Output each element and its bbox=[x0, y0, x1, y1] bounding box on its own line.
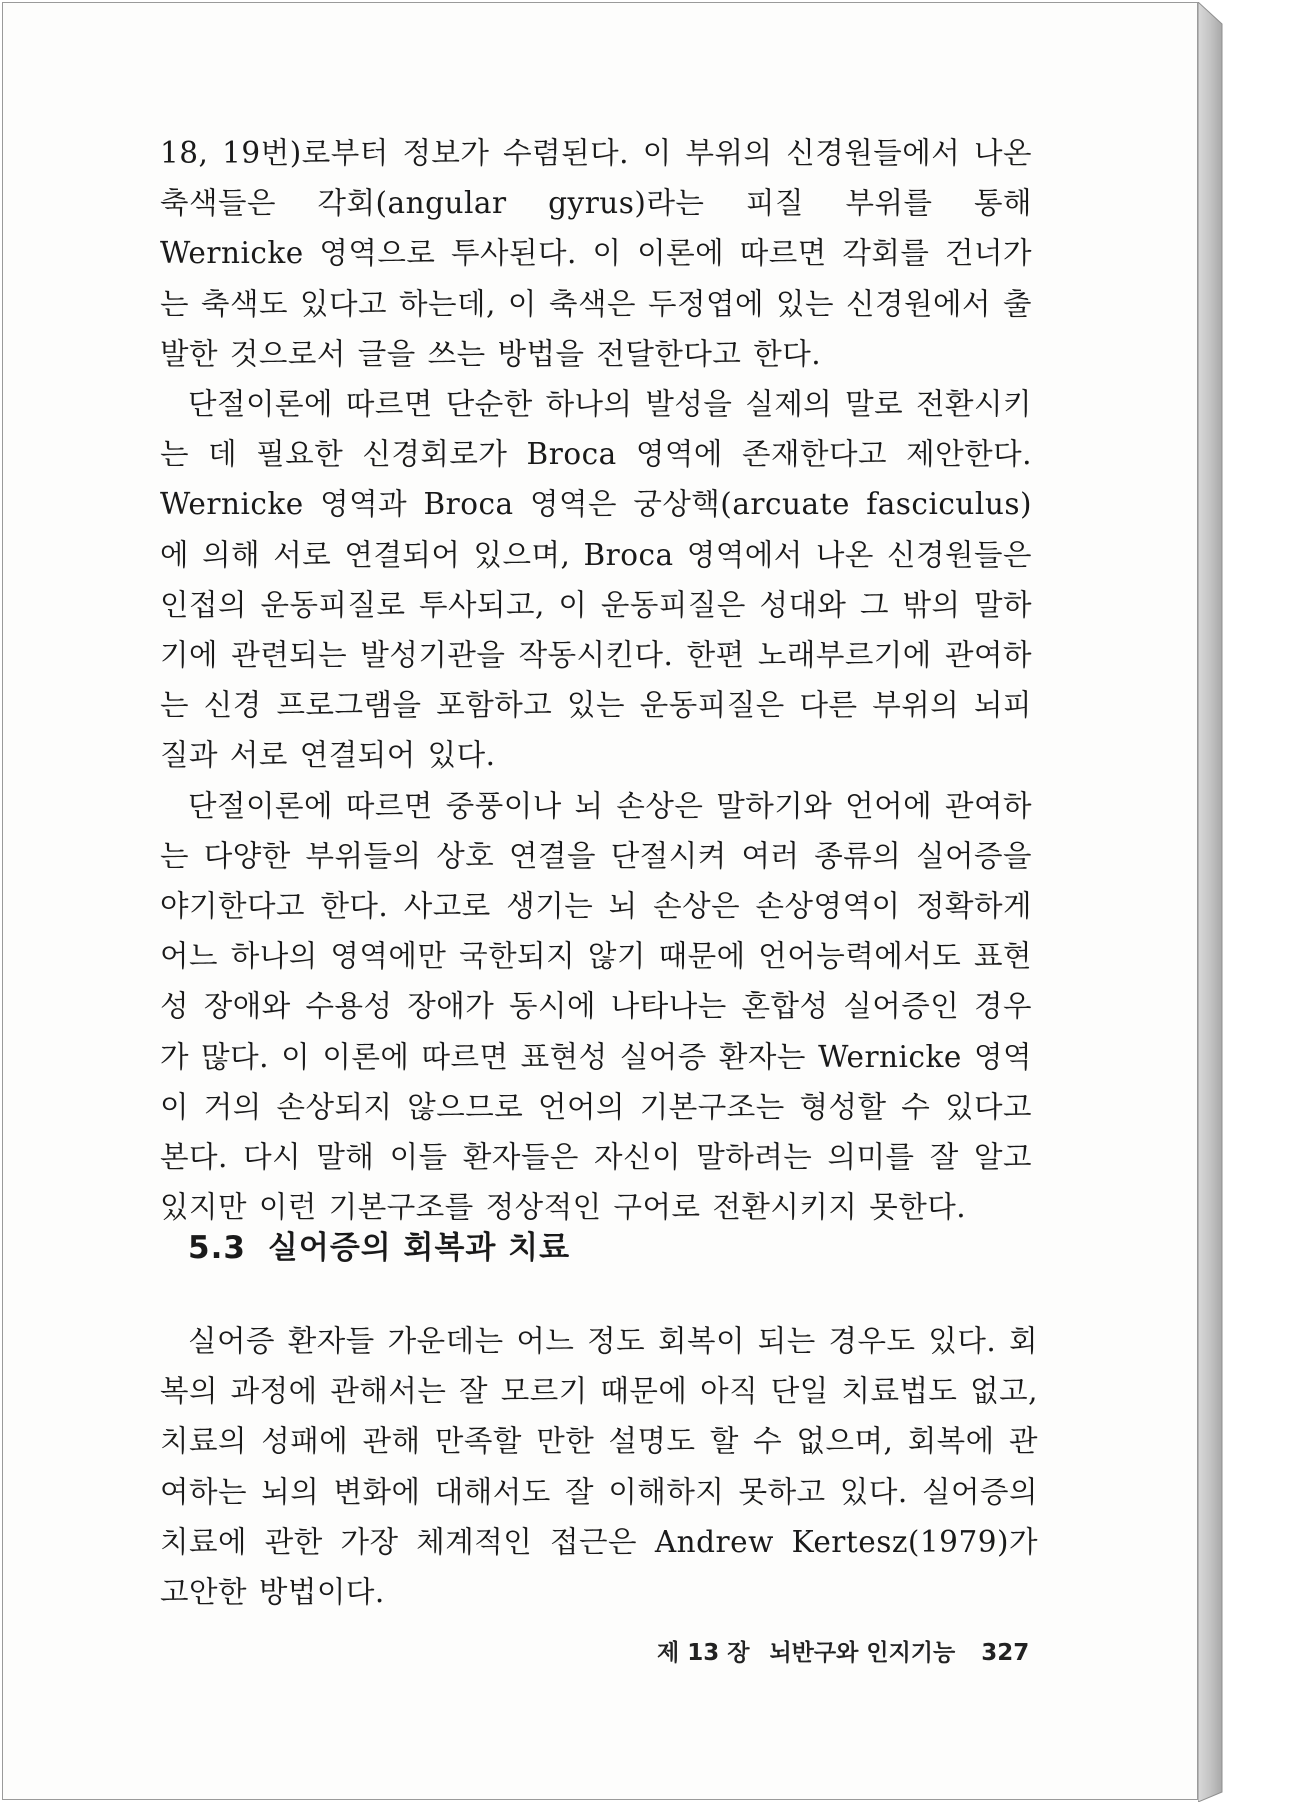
section-heading bbox=[188, 1222, 570, 1267]
running-footer bbox=[657, 1634, 1029, 1667]
section-body bbox=[160, 1316, 1038, 1617]
page-number: 327 bbox=[981, 1640, 1030, 1666]
footer-chapter-title: 뇌반구와 인지기능 bbox=[769, 1640, 956, 1666]
body-text bbox=[160, 128, 1032, 1232]
page-edge-shadow bbox=[1198, 2, 1230, 1802]
page-edge-bevel bbox=[1198, 2, 1230, 1802]
paragraph-2: 단절이론에 따르면 단순한 하나의 발성을 실제의 말로 전환시키는 데 필요한 신경회로가 Broca 영역에 존재한다고 제안한다. Wernicke 영역과 Broca 영역은 궁상핵(arcuate fasciculus)에 의해 서로 연결되어 있으며, Broca 영역에서 나온 신경원들은 인접의 운동피질로 투사되고, 이 운동피질은 성대와 그 밖의 말하기에 관련되는 발성기관을 작동시킨다. 한편 노래부르기에 관여하는 신경 프로그램을 포함하고 있는 운동피질은 다른 부위의 뇌피질과 서로 연결되어 있다. bbox=[160, 387, 1032, 773]
paragraph-3: 단절이론에 따르면 중풍이나 뇌 손상은 말하기와 언어에 관여하는 다양한 부위들의 상호 연결을 단절시켜 여러 종류의 실어증을 야기한다고 한다. 사고로 생기는 뇌 손상은 손상영역이 정확하게 어느 하나의 영역에만 국한되지 않기 때문에 언어능력에서도 표현성 장애와 수용성 장애가 동시에 나타나는 혼합성 실어증인 경우가 많다. 이 이론에 따르면 표현성 실어증 환자는 Wernicke 영역이 거의 손상되지 않으므로 언어의 기본구조는 형성할 수 있다고 본다. 다시 말해 이들 환자들은 자신이 말하려는 의미를 잘 알고 있지만 이런 기본구조를 정상적인 구어로 전환시키지 못한다. bbox=[160, 788, 1032, 1225]
section-paragraph: 실어증 환자들 가운데는 어느 정도 회복이 되는 경우도 있다. 회복의 과정에 관해서는 잘 모르기 때문에 아직 단일 치료법도 없고, 치료의 성패에 관해 만족할 만한 설명도 할 수 없으며, 회복에 관여하는 뇌의 변화에 대해서도 잘 이해하지 못하고 있다. 실어증의 치료에 관한 가장 체계적인 접근은 Andrew Kertesz(1979)가 고안한 방법이다. bbox=[160, 1324, 1038, 1610]
footer-chapter: 제 13 장 bbox=[657, 1640, 750, 1666]
section-title: 실어증의 회복과 치료 bbox=[267, 1230, 571, 1266]
section-number: 5.3 bbox=[188, 1230, 246, 1266]
paragraph-1: 18, 19번)로부터 정보가 수렴된다. 이 부위의 신경원들에서 나온 축색들은 각회(angular gyrus)라는 피질 부위를 통해 Wernicke 영역으로 투사된다. 이 이론에 따르면 각회를 건너가는 축색도 있다고 하는데, 이 축색은 두정엽에 있는 신경원에서 출발한 것으로서 글을 쓰는 방법을 전달한다고 한다. bbox=[160, 136, 1032, 371]
